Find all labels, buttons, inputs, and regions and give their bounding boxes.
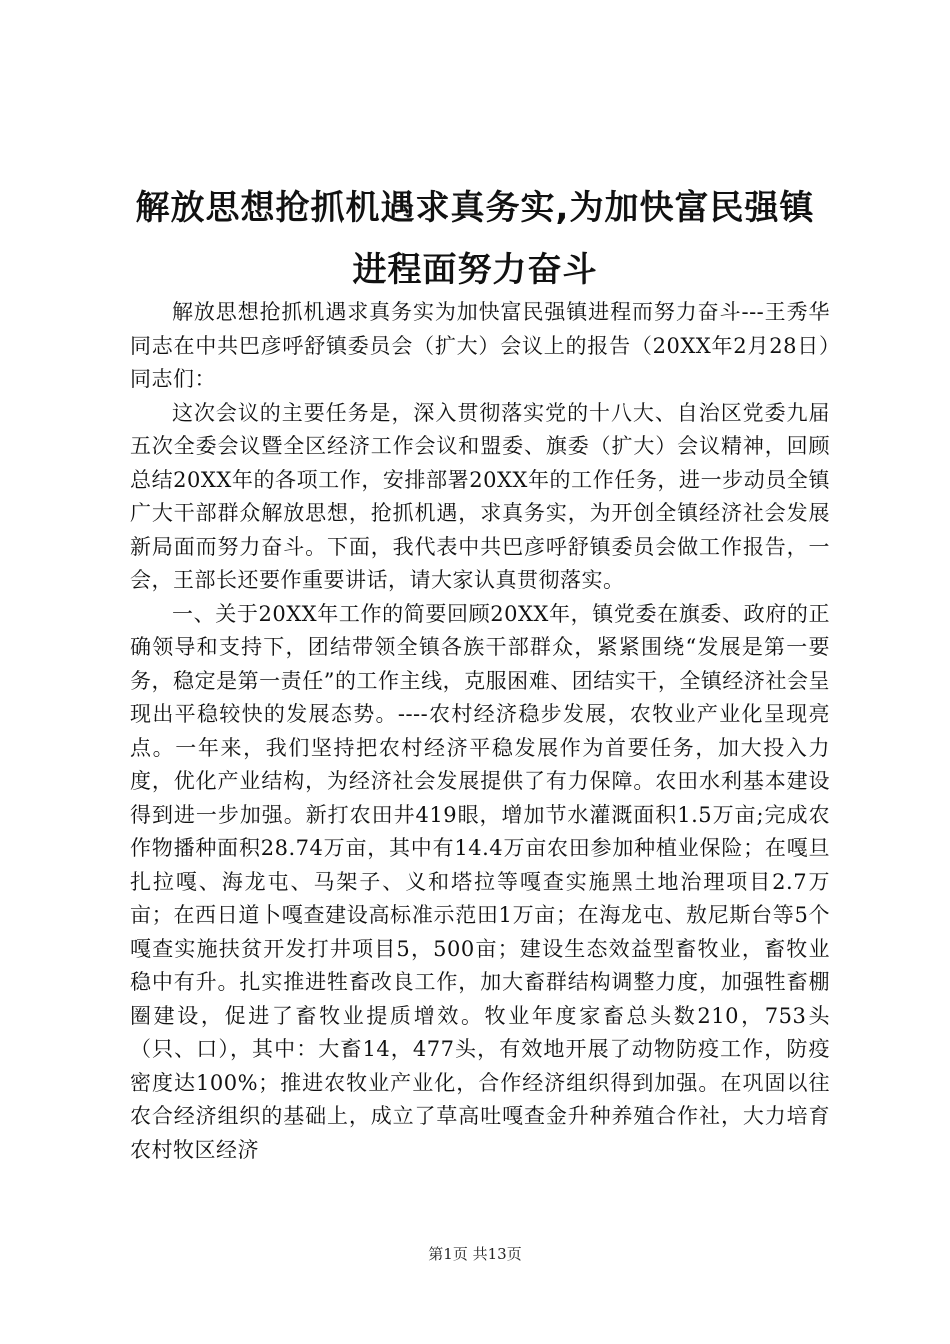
paragraph-work-review: 一、关于20XX年工作的简要回顾20XX年，镇党委在旗委、政府的正确领导和支持下，团结带领全镇各族干部群众，紧紧围绕“发展是第一要务，稳定是第一责任”的工作主线，克服困难、团结实干，全镇经济社会呈现出平稳较快的发展态势。----农村经济稳步发展，农牧业产业化呈现亮点。一年来，我们坚持把农村经济平稳发展作为首要任务，加大投入力度，优化产业结构，为经济社会发展提供了有力保障。农田水利基本建设得到进一步加强。新打农田井419眼，增加节水灌溉面积1.5万亩;完成农作物播种面积28.74万亩，其中有14.4万亩农田参加种植业保险；在嘎旦扎拉嘎、海龙屯、马架子、义和塔拉等嘎查实施黑土地治理项目2.7万亩；在西日道卜嘎查建设高标准示范田1万亩；在海龙屯、敖尼斯台等5个嘎查实施扶贫开发打井项目5，500亩；建设生态效益型畜牧业，畜牧业稳中有升。扎实推进牲畜改良工作，加大畜群结构调整力度，加强牲畜棚圈建设，促进了畜牧业提质增效。牧业年度家畜总头数210，753头（只、口），其中：大畜14，477头，有效地开展了动物防疫工作，防疫密度达100%；推进农牧业产业化，合作经济组织得到加强。在巩固以往农合经济组织的基础上，成立了草高吐嘎查金升种养殖合作社，大力培育农村牧区经济 [130, 601, 830, 1162]
page-footer: 第1页 共13页 [428, 1245, 522, 1263]
document-body [130, 296, 830, 1167]
paragraph-meeting-tasks: 这次会议的主要任务是，深入贯彻落实党的十八大、自治区党委九届五次全委会议暨全区经济工作会议和盟委、旗委（扩大）会议精神，回顾总结20XX年的各项工作，安排部署20XX年的工作任务，进一步动员全镇广大干部群众解放思想，抢抓机遇，求真务实，为开创全镇经济社会发展新局面而努力奋斗。下面，我代表中共巴彦呼舒镇委员会做工作报告，一会，王部长还要作重要讲话，请大家认真贯彻落实。 [130, 400, 830, 592]
paragraph-intro: 解放思想抢抓机遇求真务实为加快富民强镇进程而努力奋斗---王秀华同志在中共巴彦呼舒镇委员会（扩大）会议上的报告（20XX年2月28日）同志们： [130, 300, 830, 391]
document-title-line1: 解放思想抢抓机遇求真务实,为加快富民强镇 [135, 188, 815, 228]
document-title-line2: 进程面努力奋斗 [352, 250, 598, 290]
